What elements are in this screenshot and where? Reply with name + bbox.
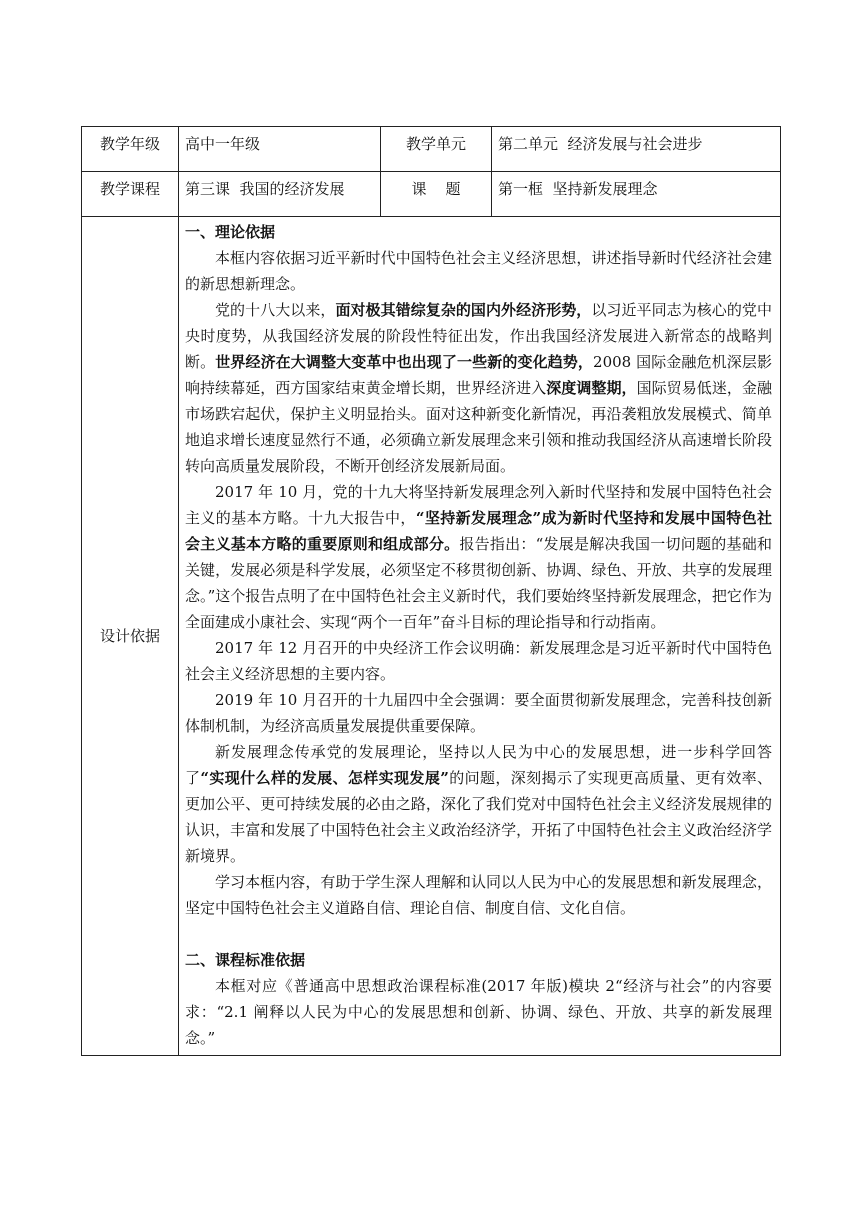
design-basis-label: 设计依据 — [82, 217, 179, 1056]
course-label: 教学课程 — [82, 172, 179, 217]
paragraph: 2017 年 12 月召开的中央经济工作会议明确：新发展理念是习近平新时代中国特色社会主义经济思想的主要内容。 — [185, 639, 772, 683]
spacer — [185, 921, 772, 947]
row-design-basis — [82, 217, 781, 1056]
lesson-plan-table — [81, 126, 781, 1056]
paragraph: 党的十八大以来，面对极其错综复杂的国内外经济形势，以习近平同志为核心的党中央时度势，从我国经济发展的阶段性特征出发，作出我国经济发展进入新常态的战略判断。世界经济在大调整大变革中也出现了一些新的变化趋势，2008 国际金融危机深层影响持续幕延，西方国家结束黄金增长期，世界经济进入深度调整期，国际贸易低迷，金融市场跌宕起伏，保护主义明显抬头。面对这种新变化新情况，再沿袭粗放发展模式、简单地追求增长速度显然行不通，必须确立新发展理念来引领和推动我国经济从高速增长阶段转向高质量发展阶段，不断开创经济发展新局面。 — [185, 301, 772, 475]
paragraph: 2019 年 10 月召开的十九届四中全会强调：要全面贯彻新发展理念，完善科技创新体制机制，为经济高质量发展提供重要保障。 — [185, 691, 772, 735]
unit-value: 第二单元 经济发展与社会进步 — [492, 127, 781, 172]
grade-value: 高中一年级 — [179, 127, 381, 172]
row-grade-unit — [82, 127, 781, 172]
row-course-topic — [82, 172, 781, 217]
section-title-theory: 一、理论依据 — [185, 223, 276, 241]
topic-label: 课 题 — [381, 172, 492, 217]
paragraph: 本框内容依据习近平新时代中国特色社会主义经济思想，讲述指导新时代经济社会建的新思想新理念。 — [185, 249, 772, 293]
paragraph: 新发展理念传承党的发展理论，坚持以人民为中心的发展思想，进一步科学回答了“实现什么样的发展、怎样实现发展”的问题，深刻揭示了实现更高质量、更有效率、更加公平、更可持续发展的必由之路，深化了我们党对中国特色社会主义经济发展规律的认识，丰富和发展了中国特色社会主义政治经济学，开拓了中国特色社会主义政治经济学新境界。 — [185, 743, 772, 865]
paragraph: 本框对应《普通高中思想政治课程标准(2017 年版)模块 2“经济与社会”的内容要求：“2.1 阐释以人民为中心的发展思想和创新、协调、绿色、开放、共享的新发展理念。” — [185, 977, 772, 1047]
paragraph: 2017 年 10 月，党的十九大将坚持新发展理念列入新时代坚持和发展中国特色社会主义的基本方略。十九大报告中，“坚持新发展理念”成为新时代坚持和发展中国特色社会主义基本方略的重要原则和组成部分。报告指出：“发展是解决我国一切问题的基础和关键，发展必须是科学发展，必须坚定不移贯彻创新、协调、绿色、开放、共享的发展理念。”这个报告点明了在中国特色社会主义新时代，我们要始终坚持新发展理念，把它作为全面建成小康社会、实现“两个一百年”奋斗目标的理论指导和行动指南。 — [185, 483, 772, 631]
section-title-standard: 二、课程标准依据 — [185, 951, 306, 969]
grade-label: 教学年级 — [82, 127, 179, 172]
course-value: 第三课 我国的经济发展 — [179, 172, 381, 217]
topic-value: 第一框 坚持新发展理念 — [492, 172, 781, 217]
design-basis-content — [179, 217, 781, 1056]
unit-label: 教学单元 — [381, 127, 492, 172]
paragraph: 学习本框内容，有助于学生深人理解和认同以人民为中心的发展思想和新发展理念，坚定中国特色社会主义道路自信、理论自信、制度自信、文化自信。 — [185, 873, 772, 917]
